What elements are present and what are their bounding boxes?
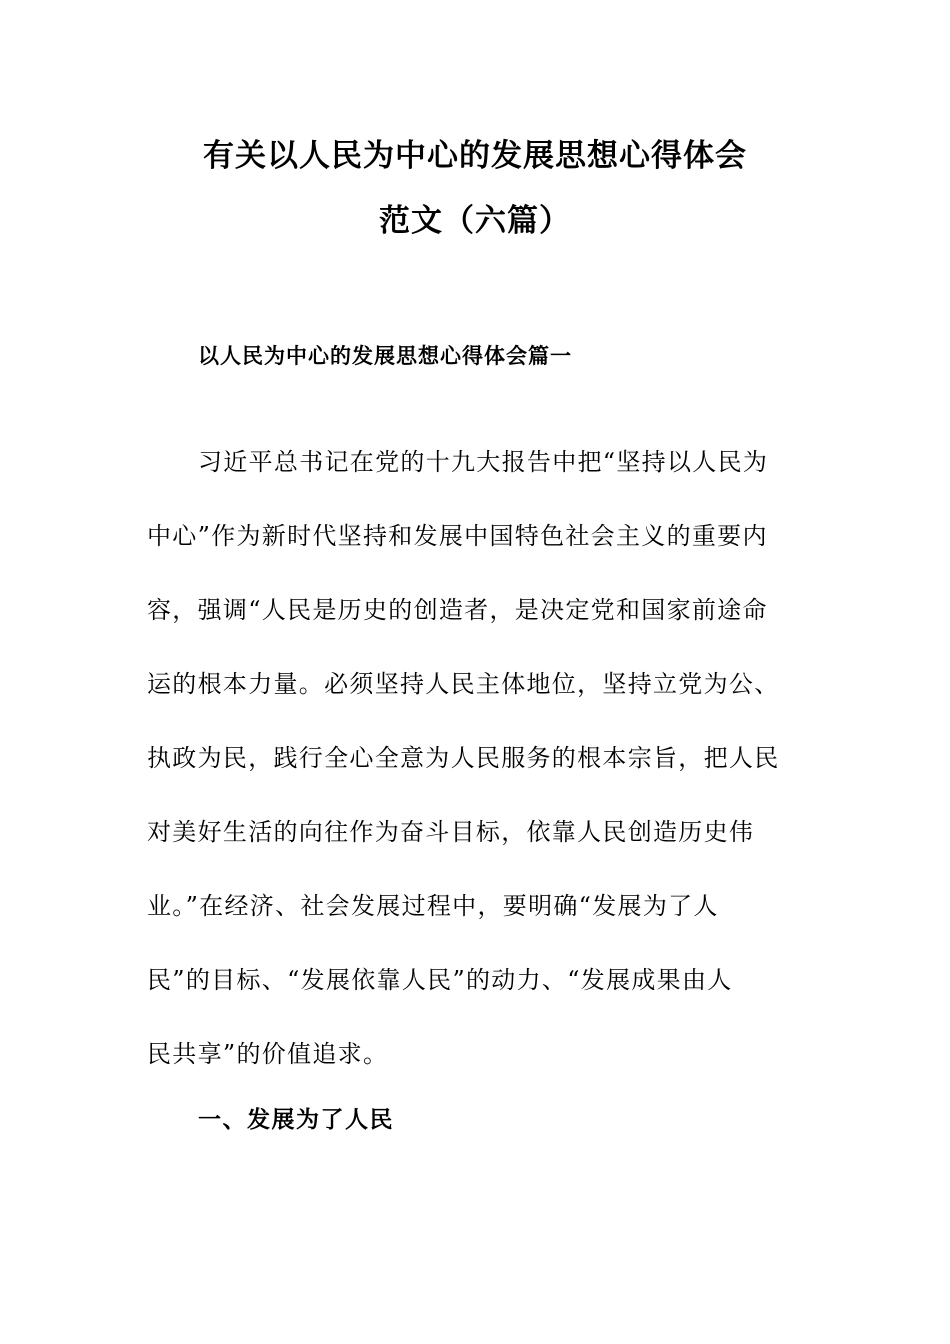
document-title-line-1: 有关以人民为中心的发展思想心得体会 [203, 138, 747, 174]
paragraph-line: 民”的目标、“发展依靠人民”的动力、“发展成果由人 [147, 966, 733, 994]
paragraph-line: 对美好生活的向往作为奋斗目标，依靠人民创造历史伟 [147, 818, 755, 846]
sub-heading: 一、发展为了人民 [198, 1107, 394, 1133]
paragraph-line: 民共享”的价值追求。 [147, 1040, 389, 1068]
document-title-line-2: 范文（六篇） [379, 203, 571, 239]
section-heading: 以人民为中心的发展思想心得体会篇一 [198, 344, 572, 368]
paragraph-line: 容，强调“人民是历史的创造者，是决定党和国家前途命 [147, 596, 768, 624]
paragraph-line: 运的根本力量。必须坚持人民主体地位，坚持立党为公、 [147, 670, 780, 698]
paragraph-line: 中心”作为新时代坚持和发展中国特色社会主义的重要内 [147, 522, 768, 550]
paragraph-line: 执政为民，践行全心全意为人民服务的根本宗旨，把人民 [147, 744, 780, 772]
paragraph-line: 习近平总书记在党的十九大报告中把“坚持以人民为 [198, 448, 769, 476]
paragraph-line: 业。”在经济、社会发展过程中，要明确“发展为了人 [147, 892, 719, 920]
